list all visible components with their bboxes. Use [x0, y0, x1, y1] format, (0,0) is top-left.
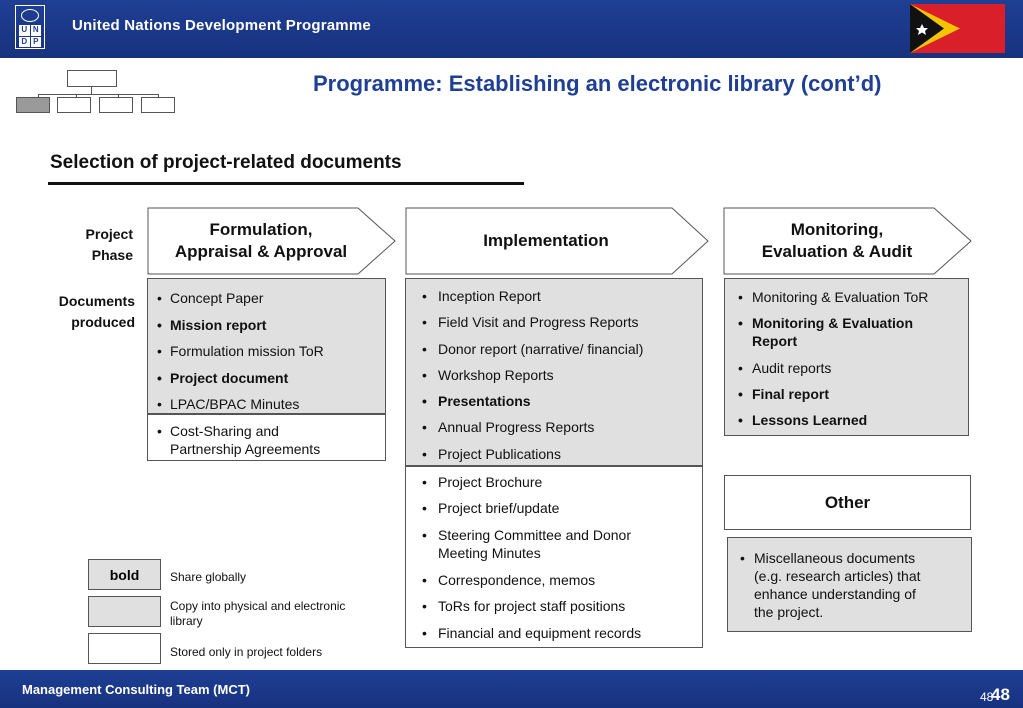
- timor-leste-flag-icon: [910, 4, 1005, 53]
- phase-implementation: [405, 207, 710, 275]
- other-heading-box: Other: [724, 475, 971, 530]
- list-item: • Monitoring & Evaluation Report: [738, 315, 913, 349]
- logo-letter: P: [31, 37, 42, 48]
- org-name: United Nations Development Programme: [72, 17, 371, 34]
- list-item: • LPAC/BPAC Minutes: [157, 396, 300, 412]
- list-item: • Project brief/update: [422, 500, 560, 517]
- logo-letter: N: [31, 25, 42, 36]
- phase-monitoring: [723, 207, 973, 275]
- legend-text: Stored only in project folders: [170, 645, 323, 659]
- phase-label: Formulation,: [209, 220, 313, 239]
- list-item: • Mission report: [157, 316, 267, 333]
- logo-letter: U: [19, 25, 30, 36]
- legend-swatch-white: [88, 633, 161, 664]
- monitoring-library-box: [724, 278, 969, 436]
- list-item: • Field Visit and Progress Reports: [422, 314, 639, 331]
- phase-label: Implementation: [483, 231, 609, 250]
- list-item: • Donor report (narrative/ financial): [422, 340, 644, 357]
- legend-text: Share globally: [170, 570, 247, 584]
- list-item: • Lessons Learned: [738, 412, 868, 428]
- logo-letter: D: [19, 37, 30, 48]
- list-item: • Inception Report: [422, 288, 541, 304]
- list-item: • Annual Progress Reports: [422, 419, 595, 436]
- phase-formulation: [147, 207, 397, 275]
- list-item: • Concept Paper: [157, 290, 264, 306]
- implementation-library-box: [405, 278, 703, 466]
- formulation-folder-box: [147, 414, 386, 461]
- list-item: • ToRs for project staff positions: [422, 598, 626, 615]
- list-item: • Audit reports: [738, 360, 832, 376]
- other-library-box: [727, 537, 972, 632]
- implementation-folder-box: [405, 466, 703, 648]
- list-item: • Formulation mission ToR: [157, 343, 324, 359]
- footer-bar: [0, 670, 1023, 708]
- legend-swatch-bold: bold: [88, 559, 161, 590]
- list-item: • Workshop Reports: [422, 366, 554, 383]
- heading-underline: [48, 182, 524, 185]
- list-item: • Monitoring & Evaluation ToR: [738, 289, 929, 305]
- phase-label: Appraisal & Approval: [174, 242, 348, 261]
- list-item: • Presentations: [422, 393, 531, 410]
- list-item: • Project Brochure: [422, 474, 543, 490]
- row-label-project-phase: Project Phase: [85, 226, 133, 263]
- list-item: • Cost-Sharing and Partnership Agreements: [157, 423, 321, 457]
- legend-text: Copy into physical and electronic library: [170, 599, 346, 628]
- un-emblem-icon: [21, 9, 39, 22]
- footer-team: Management Consulting Team (MCT): [22, 682, 250, 697]
- section-heading: Selection of project-related documents: [50, 152, 402, 173]
- phase-label: Evaluation & Audit: [761, 242, 913, 261]
- list-item: • Steering Committee and Donor Meeting Minutes: [422, 526, 631, 561]
- page-number: 48: [991, 685, 1010, 704]
- list-item: • Financial and equipment records: [422, 624, 642, 641]
- phase-label: Monitoring,: [790, 220, 884, 239]
- formulation-library-box: [147, 278, 386, 414]
- list-item: • Correspondence, memos: [422, 572, 596, 589]
- page-number-small: 48: [980, 690, 994, 704]
- undp-logo: [15, 5, 45, 49]
- slide-title: Programme: Establishing an electronic library (cont’d): [313, 71, 882, 96]
- legend-swatch-grey: [88, 596, 161, 627]
- list-item: • Project Publications: [422, 445, 561, 462]
- header-bar: [0, 0, 1023, 58]
- list-item: • Final report: [738, 386, 830, 402]
- list-item: • Project document: [157, 369, 289, 386]
- row-label-documents-produced: Documents produced: [58, 293, 135, 330]
- list-item: • Miscellaneous documents (e.g. research articles) that enhance understanding of the project.: [740, 550, 921, 620]
